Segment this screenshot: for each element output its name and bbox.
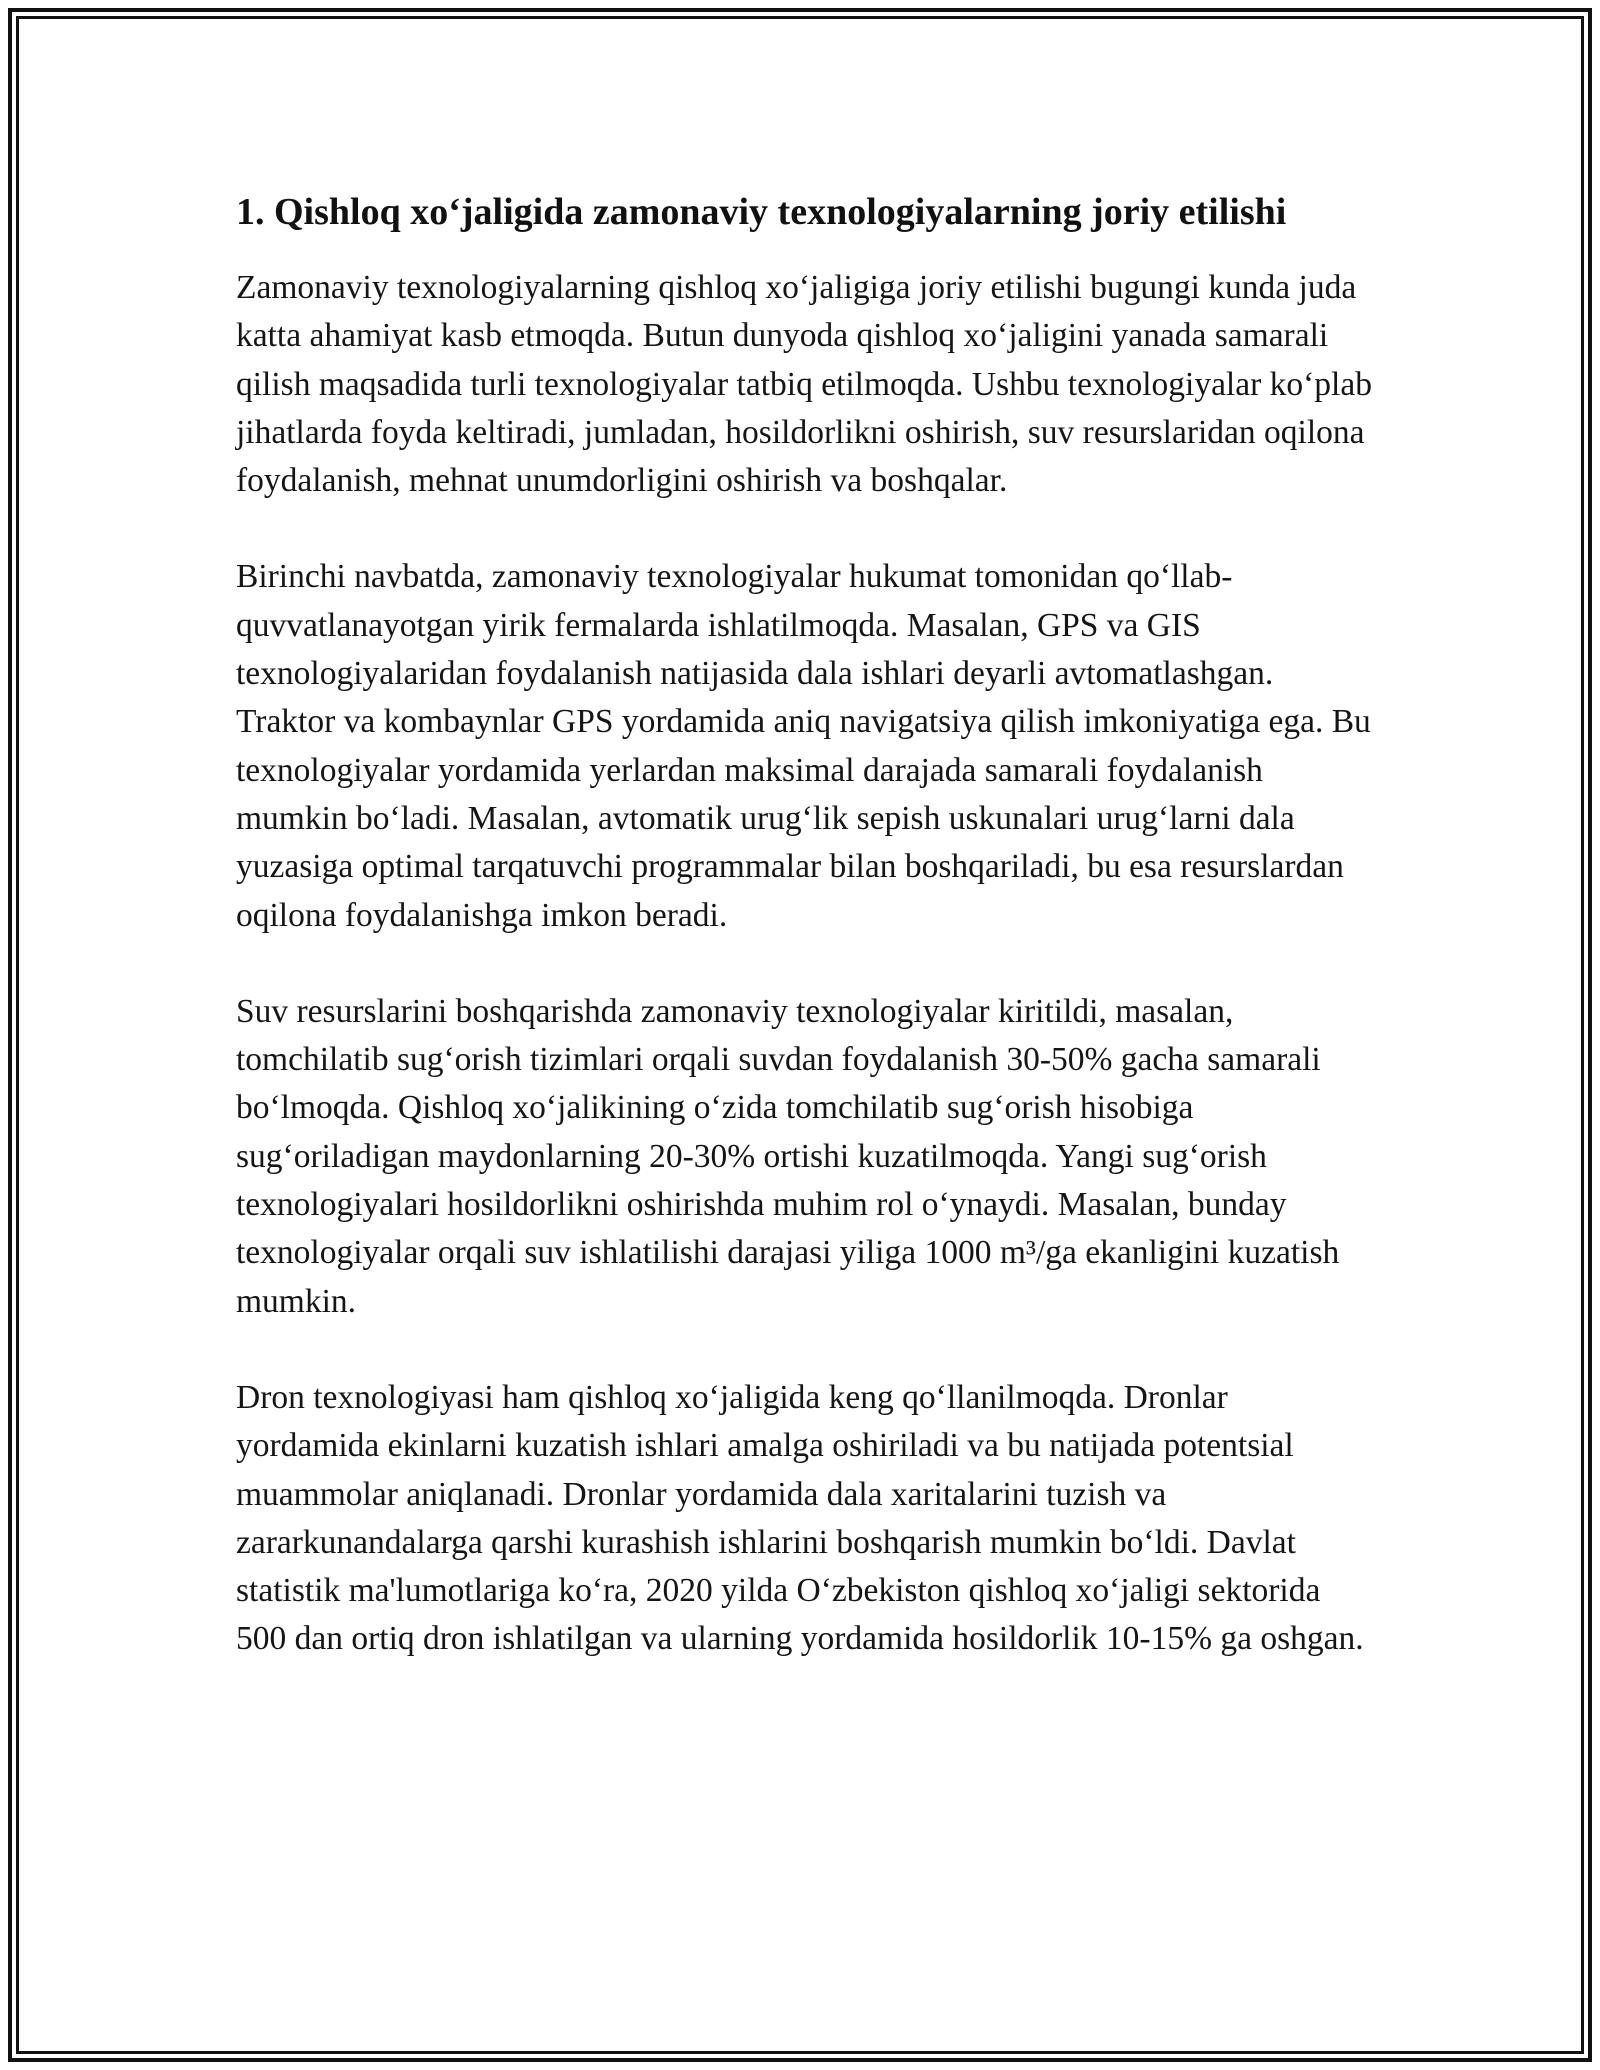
paragraph-drones: Dron texnologiyasi ham qishloq xo‘jaligida keng qo‘llanilmoqda. Dronlar yordamida ekinlarni kuzatish ishlari amalga oshiriladi va bu natijada potentsial muammolar aniqlanadi. Dronlar yordamida dala xaritalarini tuzish va zararkunandalarga qarshi kurashish ishlarini boshqarish mumkin bo‘ldi. Davlat statistik ma'lumotlariga ko‘ra, 2020 yilda O‘zbekiston qishloq xo‘jaligi sektorida 500 dan ortiq dron ishlatilgan va ularning yordamida hosildorlik 10-15% ga oshgan.: [236, 1378, 1364, 1658]
document-body: [236, 186, 1376, 1712]
paragraph-irrigation: Suv resurslarini boshqarishda zamonaviy texnologiyalar kiritildi, masalan, tomchilatib sug‘orish tizimlari orqali suvdan foydalanish 30-50% gacha samarali bo‘lmoqda. Qishloq xo‘jalikining o‘zida tomchilatib sug‘orish hisobiga sug‘oriladigan maydonlarning 20-30% ortishi kuzatilmoqda. Yangi sug‘orish texnologiyalari hosildorlikni oshirishda muhim rol o‘ynaydi. Masalan, bunday texnologiyalar orqali suv ishlatilishi darajasi yiliga 1000 m³/ga ekanligini kuzatish mumkin.: [236, 992, 1340, 1320]
paragraph-intro: Zamonaviy texnologiyalarning qishloq xo‘jaligiga joriy etilishi bugungi kunda juda katta ahamiyat kasb etmoqda. Butun dunyoda qishloq xo‘jaligini yanada samarali qilish maqsadida turli texnologiyalar tatbiq etilmoqda. Ushbu texnologiyalar ko‘plab jihatlarda foyda keltiradi, jumladan, hosildorlikni oshirish, suv resurslaridan oqilona foydalanish, mehnat unumdorligini oshirish va boshqalar.: [236, 269, 1372, 500]
section-heading: 1. Qishloq xo‘jaligida zamonaviy texnologiyalarning joriy etilishi: [236, 191, 1287, 233]
paragraph-gps-gis: Birinchi navbatda, zamonaviy texnologiyalar hukumat tomonidan qo‘llab-quvvatlanayotgan yirik fermalarda ishlatilmoqda. Masalan, GPS va GIS texnologiyalaridan foydalanish natijasida dala ishlari deyarli avtomatlashgan. Traktor va kombaynlar GPS yordamida aniq navigatsiya qilish imkoniyatiga ega. Bu texnologiyalar yordamida yerlardan maksimal darajada samarali foydalanish mumkin bo‘ladi. Masalan, avtomatik urug‘lik sepish uskunalari urug‘larni dala yuzasiga optimal tarqatuvchi programmalar bilan boshqariladi, bu esa resurslardan oqilona foydalanishga imkon beradi.: [236, 558, 1371, 934]
